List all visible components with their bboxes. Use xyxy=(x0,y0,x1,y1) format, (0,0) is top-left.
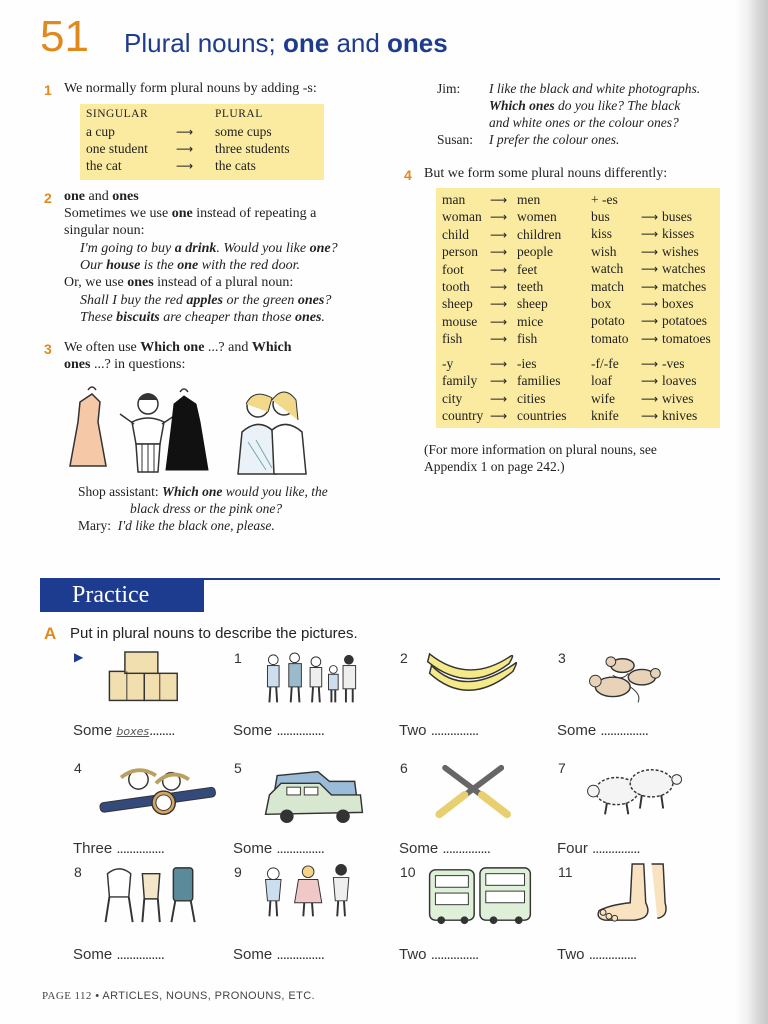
item-number: 1 xyxy=(234,650,242,666)
bold-span: a drink xyxy=(174,241,217,256)
es-plural: kisses xyxy=(662,226,695,242)
footer-section: ARTICLES, NOUNS, PRONOUNS, ETC. xyxy=(102,990,315,1002)
arrow-icon: ⟶ xyxy=(490,280,508,294)
text-span: would you like, the xyxy=(222,484,328,499)
irregular-plural: teeth xyxy=(517,279,544,294)
text-span: Sometimes we use xyxy=(64,206,172,221)
arrow-icon: ⟶ xyxy=(490,357,508,371)
arrow-icon: ⟶ xyxy=(641,314,659,329)
es-singular: tomato xyxy=(591,330,629,346)
exercise-instruction: Put in plural nouns to describe the pictures. xyxy=(70,625,358,642)
arrow-icon: ⟶ xyxy=(641,374,659,389)
answer-blank: ............... xyxy=(600,722,648,739)
plural-cell: some cups xyxy=(215,124,272,139)
arrow-icon: ⟶ xyxy=(176,125,194,139)
arrow-icon: ⟶ xyxy=(490,210,508,225)
item-number: 3 xyxy=(558,650,566,666)
answer-prefix: Four xyxy=(557,840,588,857)
item-number: 4 xyxy=(74,760,82,776)
people-icon xyxy=(258,652,368,714)
f-rule-header: -f/-fe xyxy=(591,356,619,371)
irregular-plural: fish xyxy=(517,331,538,347)
es-singular: match xyxy=(591,278,624,294)
arrow-icon: ⟶ xyxy=(641,227,659,242)
jim-line3: and white ones or the colour ones? xyxy=(489,115,679,130)
col-plural-header: PLURAL xyxy=(215,108,263,120)
irregular-plural: sheep xyxy=(517,296,548,312)
es-plural: tomatoes xyxy=(662,330,711,346)
answer-blank: ............... xyxy=(430,946,479,963)
answer-blank: ........ xyxy=(149,722,175,739)
heading-one: one xyxy=(64,189,85,204)
plural-cell: the cats xyxy=(215,158,256,173)
text-span: Or, we use xyxy=(64,275,128,290)
speaker-label: Shop assistant: xyxy=(78,484,159,499)
section-3-line1 xyxy=(64,339,292,357)
jim-speaker: Jim: xyxy=(437,81,461,96)
answer-prefix: Some xyxy=(233,840,273,857)
answer-line[interactable] xyxy=(233,946,324,963)
plural-cell: three students xyxy=(215,141,290,156)
arrow-icon: ⟶ xyxy=(490,314,508,329)
f-plural: loaves xyxy=(662,373,697,389)
boxes-icon xyxy=(98,652,208,714)
irregular-plural: men xyxy=(517,192,541,207)
arrow-icon: ⟶ xyxy=(490,245,508,260)
item-number: 5 xyxy=(234,760,242,776)
text-span: Shall I buy the red xyxy=(80,293,187,308)
answer-text: boxes xyxy=(116,725,150,738)
bold-span: ones xyxy=(294,310,322,325)
es-singular: potato xyxy=(591,313,625,329)
bold-span: one xyxy=(309,241,331,256)
arrow-icon: ⟶ xyxy=(641,244,659,259)
answer-prefix: Two xyxy=(557,946,585,963)
footer-page: PAGE 112 xyxy=(42,990,92,1002)
singular-cell: one student xyxy=(86,141,148,156)
watches-icon xyxy=(98,762,208,824)
es-singular: wish xyxy=(591,243,617,259)
bold-span: Which xyxy=(251,340,292,355)
section-2-number: 2 xyxy=(44,190,52,206)
section-1-number: 1 xyxy=(44,82,52,98)
jim-line1: I like the black and white photographs. xyxy=(489,81,701,96)
arrow-icon: ⟶ xyxy=(176,159,194,173)
item-number: 8 xyxy=(74,864,82,880)
item-number: 7 xyxy=(558,760,566,776)
bold-span: ones xyxy=(127,275,154,290)
section-2-example3 xyxy=(80,292,331,310)
bold-span: Which one xyxy=(162,484,223,499)
es-plural: buses xyxy=(662,209,692,224)
answer-line[interactable] xyxy=(399,722,478,739)
y-rule-header: -y xyxy=(442,356,454,371)
answer-line[interactable] xyxy=(557,946,636,963)
section-2-line2: singular noun: xyxy=(64,223,145,238)
answer-blank: ............... xyxy=(592,840,640,857)
answer-blank: ............... xyxy=(116,840,164,857)
irregular-singular: man xyxy=(442,192,466,207)
answer-blank: ............... xyxy=(442,840,490,857)
arrow-icon: ⟶ xyxy=(641,297,659,311)
dialog-shop-assistant xyxy=(78,483,328,501)
text-span: with the red door. xyxy=(198,258,301,273)
section-3-line2 xyxy=(64,356,185,374)
es-rule-header: + -es xyxy=(591,192,618,207)
y-singular: family xyxy=(442,373,478,389)
f-plural: wives xyxy=(662,390,694,406)
irregular-singular: sheep xyxy=(442,296,473,312)
item-number: 11 xyxy=(558,864,573,880)
bananas-icon xyxy=(424,652,534,714)
exercise-letter: A xyxy=(44,624,57,643)
answer-prefix: Some xyxy=(73,722,113,739)
jim-line2 xyxy=(489,97,680,115)
singular-cell: the cat xyxy=(86,158,122,173)
title-and: and xyxy=(329,28,388,58)
section-3-number: 3 xyxy=(44,341,52,357)
unit-title xyxy=(124,28,448,59)
irregular-singular: tooth xyxy=(442,279,470,294)
answer-blank: ............... xyxy=(276,840,324,857)
text-span: Our xyxy=(80,258,107,273)
section-2-line3 xyxy=(64,274,293,292)
susan-speaker: Susan: xyxy=(437,132,474,147)
y-singular: city xyxy=(442,390,463,406)
unit-number: 51 xyxy=(40,12,89,61)
f-singular: loaf xyxy=(591,373,612,389)
col-singular-header: SINGULAR xyxy=(86,108,149,120)
title-bold-one: one xyxy=(282,28,330,58)
footer-bullet: • xyxy=(91,990,103,1002)
text-span: ...? in questions: xyxy=(90,357,186,372)
arrow-icon: ⟶ xyxy=(490,374,508,389)
text-span: . Would you like xyxy=(216,241,310,256)
shop-assistant-illustration xyxy=(62,382,322,478)
title-bold-ones: ones xyxy=(387,28,448,58)
answer-prefix: Three xyxy=(73,840,113,857)
cars-icon xyxy=(258,762,368,824)
dialog-shop-assistant-cont: black dress or the pink one? xyxy=(130,501,283,516)
text-span: is the xyxy=(140,258,178,273)
arrow-icon: ⟶ xyxy=(641,391,659,406)
section-4-number: 4 xyxy=(404,167,412,183)
irregular-plural: children xyxy=(517,226,562,242)
es-plural: matches xyxy=(662,278,707,294)
irregular-singular: foot xyxy=(442,261,464,277)
text-span: We often use xyxy=(64,340,141,355)
section-2-example4 xyxy=(80,309,325,327)
y-plural: families xyxy=(517,373,561,389)
text-span: do you like? The black xyxy=(554,98,681,113)
es-plural: potatoes xyxy=(662,313,707,329)
text-span: I'd like the black one, please. xyxy=(117,518,275,533)
es-plural: watches xyxy=(662,261,706,277)
irregular-singular: mouse xyxy=(442,313,478,329)
feet-icon xyxy=(582,864,692,926)
sheep-icon xyxy=(582,762,692,824)
f-singular: wife xyxy=(591,390,615,406)
answer-line[interactable] xyxy=(233,722,324,739)
buses-icon xyxy=(424,864,534,926)
text-span: or the green xyxy=(222,293,298,308)
arrow-icon: ⟶ xyxy=(641,279,659,294)
bold-span: one xyxy=(177,258,199,273)
y-plural: cities xyxy=(517,390,546,406)
dialog-mary xyxy=(78,517,275,535)
text-span: ? xyxy=(330,241,338,256)
bold-span: biscuits xyxy=(116,310,160,325)
es-plural: wishes xyxy=(662,243,699,259)
arrow-icon: ⟶ xyxy=(490,193,508,207)
example-marker: ▶ xyxy=(74,650,84,664)
arrow-icon: ⟶ xyxy=(490,297,508,312)
item-number: 2 xyxy=(400,650,408,666)
arrow-icon: ⟶ xyxy=(490,227,508,242)
page-footer xyxy=(42,990,315,1002)
arrow-icon: ⟶ xyxy=(176,142,194,156)
children-icon xyxy=(258,864,368,926)
arrow-icon: ⟶ xyxy=(490,332,508,347)
arrow-icon: ⟶ xyxy=(490,409,508,424)
text-span: . xyxy=(321,310,325,325)
bold-span: ones xyxy=(297,293,325,308)
answer-line[interactable] xyxy=(557,722,648,739)
speaker-label: Mary: xyxy=(78,518,111,533)
arrow-icon: ⟶ xyxy=(641,210,659,224)
answer-prefix: Two xyxy=(399,722,427,739)
es-singular: watch xyxy=(591,261,624,277)
irregular-singular: person xyxy=(442,244,478,260)
bold-span: Which one xyxy=(140,340,205,355)
answer-blank: ............... xyxy=(430,722,479,739)
f-singular: knife xyxy=(591,408,619,424)
arrow-icon: ⟶ xyxy=(490,262,508,277)
answer-prefix: Some xyxy=(233,722,273,739)
bold-span: Which ones xyxy=(489,98,555,113)
irregular-singular: fish xyxy=(442,331,463,347)
bold-span: ones xyxy=(64,357,91,372)
text-span: ...? and xyxy=(204,340,252,355)
irregular-plural: women xyxy=(517,209,557,225)
section-1-intro: We normally form plural nouns by adding -s: xyxy=(64,81,317,96)
irregular-plural: people xyxy=(517,244,553,260)
mice-icon xyxy=(582,652,692,714)
answer-line[interactable] xyxy=(399,946,478,963)
text-span: are cheaper than those xyxy=(159,310,295,325)
item-number: 9 xyxy=(234,864,242,880)
item-number: 6 xyxy=(400,760,408,776)
irregular-plural: mice xyxy=(517,313,544,329)
irregular-plural: feet xyxy=(517,261,538,277)
singular-cell: a cup xyxy=(86,124,115,139)
text-span: I'm going to buy xyxy=(80,241,175,256)
heading-ones: ones xyxy=(112,189,139,204)
note-line1: (For more information on plural nouns, see xyxy=(424,442,657,457)
arrow-icon: ⟶ xyxy=(641,409,659,424)
answer-line[interactable] xyxy=(233,840,324,857)
y-plural: countries xyxy=(517,408,567,424)
answer-prefix: Two xyxy=(399,946,427,963)
answer-prefix: Some xyxy=(399,840,439,857)
f-rule-plural-header: -ves xyxy=(662,356,685,371)
es-singular: bus xyxy=(591,209,610,224)
irregular-singular: woman xyxy=(442,209,482,225)
arrow-icon: ⟶ xyxy=(490,391,508,406)
knives-icon xyxy=(424,762,534,824)
answer-blank: ............... xyxy=(276,946,324,963)
item-number: 10 xyxy=(400,864,416,880)
es-plural: boxes xyxy=(662,296,694,311)
section-2-example2 xyxy=(80,257,300,275)
f-plural: knives xyxy=(662,408,698,424)
answer-prefix: Some xyxy=(73,946,113,963)
answer-blank: ............... xyxy=(588,946,637,963)
answer-line[interactable] xyxy=(73,840,164,857)
section-2-line1 xyxy=(64,205,316,223)
bold-span: one xyxy=(171,206,193,221)
text-span: instead of a plural noun: xyxy=(153,275,294,290)
arrow-icon: ⟶ xyxy=(641,357,659,371)
arrow-icon: ⟶ xyxy=(641,331,659,346)
title-text: Plural nouns; xyxy=(124,28,283,58)
note-line2: Appendix 1 on page 242.) xyxy=(424,459,565,474)
irregular-singular: child xyxy=(442,226,469,242)
y-singular: country xyxy=(442,408,484,424)
page-spine-shadow xyxy=(734,0,768,1024)
es-singular: kiss xyxy=(591,226,613,242)
section-2-heading xyxy=(64,188,139,206)
heading-and: and xyxy=(85,189,113,204)
answer-blank: ............... xyxy=(276,722,324,739)
section-4-intro: But we form some plural nouns differently: xyxy=(424,166,668,181)
y-rule-plural-header: -ies xyxy=(517,356,537,371)
answer-line[interactable] xyxy=(73,946,164,963)
arrow-icon: ⟶ xyxy=(641,262,659,277)
answer-prefix: Some xyxy=(233,946,273,963)
bold-span: house xyxy=(106,258,141,273)
es-singular: box xyxy=(591,296,612,311)
text-span: These xyxy=(80,310,117,325)
chairs-icon xyxy=(98,864,208,926)
bold-span: apples xyxy=(186,293,223,308)
text-span: ? xyxy=(324,293,332,308)
susan-line1: I prefer the colour ones. xyxy=(489,132,620,147)
practice-title: Practice xyxy=(72,582,150,608)
section-2-example1 xyxy=(80,240,338,258)
answer-line[interactable] xyxy=(73,722,174,739)
answer-line[interactable] xyxy=(557,840,640,857)
answer-line[interactable] xyxy=(399,840,490,857)
answer-prefix: Some xyxy=(557,722,597,739)
answer-blank: ............... xyxy=(116,946,164,963)
text-span: instead of repeating a xyxy=(192,206,317,221)
